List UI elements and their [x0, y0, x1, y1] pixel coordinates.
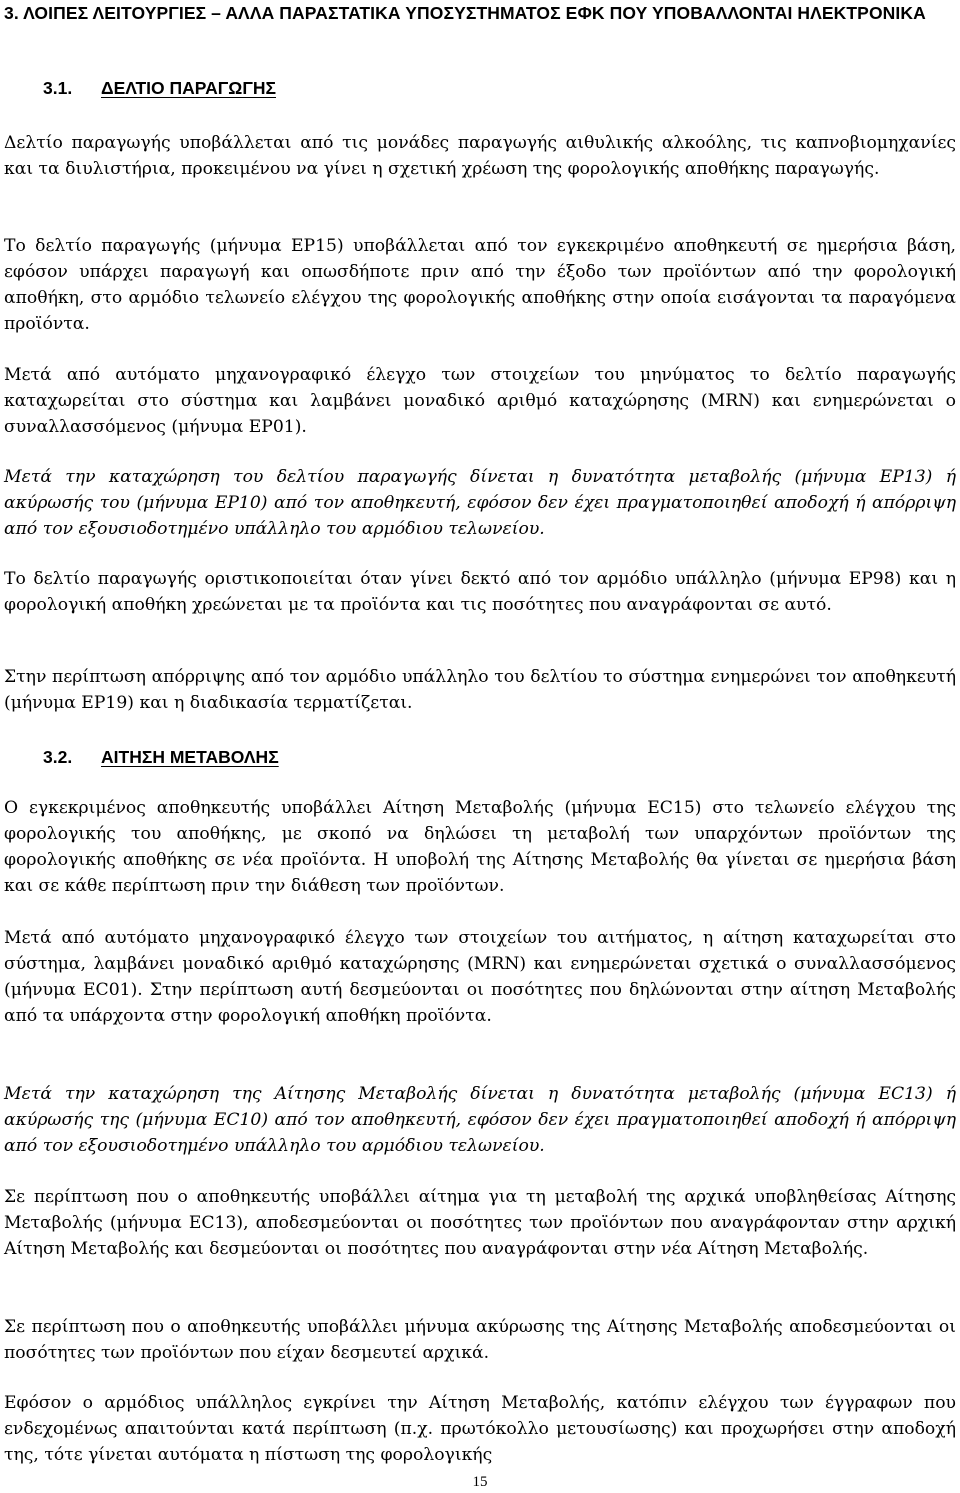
subsection-title: ΔΕΛΤΙΟ ΠΑΡΑΓΩΓΗΣ [101, 78, 276, 98]
paragraph: Εφόσον ο αρμόδιος υπάλληλος εγκρίνει την Αίτηση Μεταβολής, κατόπιν ελέγχου των έγγραφων που ενδεχομένως απαιτούνται κατά περίπτωση (π.χ. πρωτόκολλο μετουσίωσης) και προχωρήσει στην αποδοχή της, τότε γίνεται αυτόματα η πίστωση της φορολογικής [4, 1393, 956, 1465]
page-number: 15 [472, 1474, 488, 1490]
section-heading: 3. ΛΟΙΠΕΣ ΛΕΙΤΟΥΡΓΙΕΣ – ΑΛΛΑ ΠΑΡΑΣΤΑΤΙΚΑ ΥΠΟΣΥΣΤΗΜΑΤΟΣ ΕΦΚ ΠΟΥ ΥΠΟΒΑΛΛΟΝΤΑΙ ΗΛΕΚΤΡΟΝΙΚΑ [4, 3, 926, 23]
subsection-heading-change-request [43, 745, 279, 769]
paragraph: Το δελτίο παραγωγής (μήνυμα EP15) υποβάλλεται από τον εγκεκριμένο αποθηκευτή σε ημερήσια βάση, εφόσον υπάρχει παραγωγή και οπωσδήποτε πριν από την έξοδο των προϊόντων από την φορολογική αποθήκη, στο αρμόδιο τελωνείο ελέγχου της φορολογικής αποθήκης στην οποία εισάγονται τα παραγόμενα προϊόντα. [4, 236, 956, 334]
subsection-heading-production-report [43, 76, 276, 100]
paragraph: Μετά από αυτόματο μηχανογραφικό έλεγχο των στοιχείων του μηνύματος το δελτίο παραγωγής καταχωρείται στο σύστημα και λαμβάνει μοναδικό αριθμό καταχώρησης (MRN) και ενημερώνεται ο συναλλασσόμενος (μήνυμα EP01). [4, 365, 956, 437]
paragraph: Δελτίο παραγωγής υποβάλλεται από τις μονάδες παραγωγής αιθυλικής αλκοόλης, τις καπνοβιομηχανίες και τα διυλιστήρια, προκειμένου να γίνει η σχετική χρέωση της φορολογικής αποθήκης παραγωγής. [4, 133, 956, 179]
paragraph: Σε περίπτωση που ο αποθηκευτής υποβάλλει μήνυμα ακύρωσης της Αίτησης Μεταβολής αποδεσμεύονται οι ποσότητες των προϊόντων που είχαν δεσμευτεί αρχικά. [4, 1317, 956, 1363]
paragraph-italic: Μετά την καταχώρηση της Αίτησης Μεταβολής δίνεται η δυνατότητα μεταβολής (μήνυμα EC13) ή ακύρωσής της (μήνυμα EC10) από τον αποθηκευτή, εφόσον δεν έχει πραγματοποιηθεί αποδοχή ή απόρριψη από τον εξουσιοδοτημένο υπάλληλο του αρμόδιου τελωνείου. [4, 1084, 956, 1156]
paragraph: Το δελτίο παραγωγής οριστικοποιείται όταν γίνει δεκτό από τον αρμόδιο υπάλληλο (μήνυμα EP98) και η φορολογική αποθήκη χρεώνεται με τα προϊόντα και τις ποσότητες που αναγράφονται σε αυτό. [4, 569, 956, 615]
subsection-number: 3.1. [43, 78, 73, 98]
paragraph: Μετά από αυτόματο μηχανογραφικό έλεγχο των στοιχείων του αιτήματος, η αίτηση καταχωρείται στο σύστημα, λαμβάνει μοναδικό αριθμό καταχώρησης (MRN) και ενημερώνεται σχετικά ο συναλλασσόμενος (μήνυμα EC01). Στην περίπτωση αυτή δεσμεύονται οι ποσότητες που δηλώνονται στην αίτηση Μεταβολής από τα υπάρχοντα στην φορολογική αποθήκη προϊόντα. [4, 928, 956, 1026]
subsection-title: ΑΙΤΗΣΗ ΜΕΤΑΒΟΛΗΣ [101, 747, 279, 767]
paragraph: Ο εγκεκριμένος αποθηκευτής υποβάλλει Αίτηση Μεταβολής (μήνυμα EC15) στο τελωνείο ελέγχου της φορολογικής του αποθήκης, με σκοπό να δηλώσει τη μεταβολή των υπαρχόντων προϊόντων της φορολογικής αποθήκης σε νέα προϊόντα. Η υποβολή της Αίτησης Μεταβολής θα γίνεται σε ημερήσια βάση και σε κάθε περίπτωση πριν την διάθεση των προϊόντων. [4, 798, 956, 896]
paragraph: Στην περίπτωση απόρριψης από τον αρμόδιο υπάλληλο του δελτίου το σύστημα ενημερώνει τον αποθηκευτή (μήνυμα EP19) και η διαδικασία τερματίζεται. [4, 667, 956, 713]
paragraph: Σε περίπτωση που ο αποθηκευτής υποβάλλει αίτημα για τη μεταβολή της αρχικά υποβληθείσας Αίτησης Μεταβολής (μήνυμα EC13), αποδεσμεύονται οι ποσότητες των προϊόντων που αναγράφονταν στην αρχική Αίτηση Μεταβολής και δεσμεύονται οι ποσότητες που αναγράφονται στην νέα Αίτηση Μεταβολής. [4, 1187, 956, 1259]
subsection-number: 3.2. [43, 747, 73, 767]
paragraph-italic: Μετά την καταχώρηση του δελτίου παραγωγής δίνεται η δυνατότητα μεταβολής (μήνυμα EP13) ή ακύρωσής του (μήνυμα EP10) από τον αποθηκευτή, εφόσον δεν έχει πραγματοποιηθεί αποδοχή ή απόρριψη από τον εξουσιοδοτημένο υπάλληλο του αρμόδιου τελωνείου. [4, 467, 956, 539]
